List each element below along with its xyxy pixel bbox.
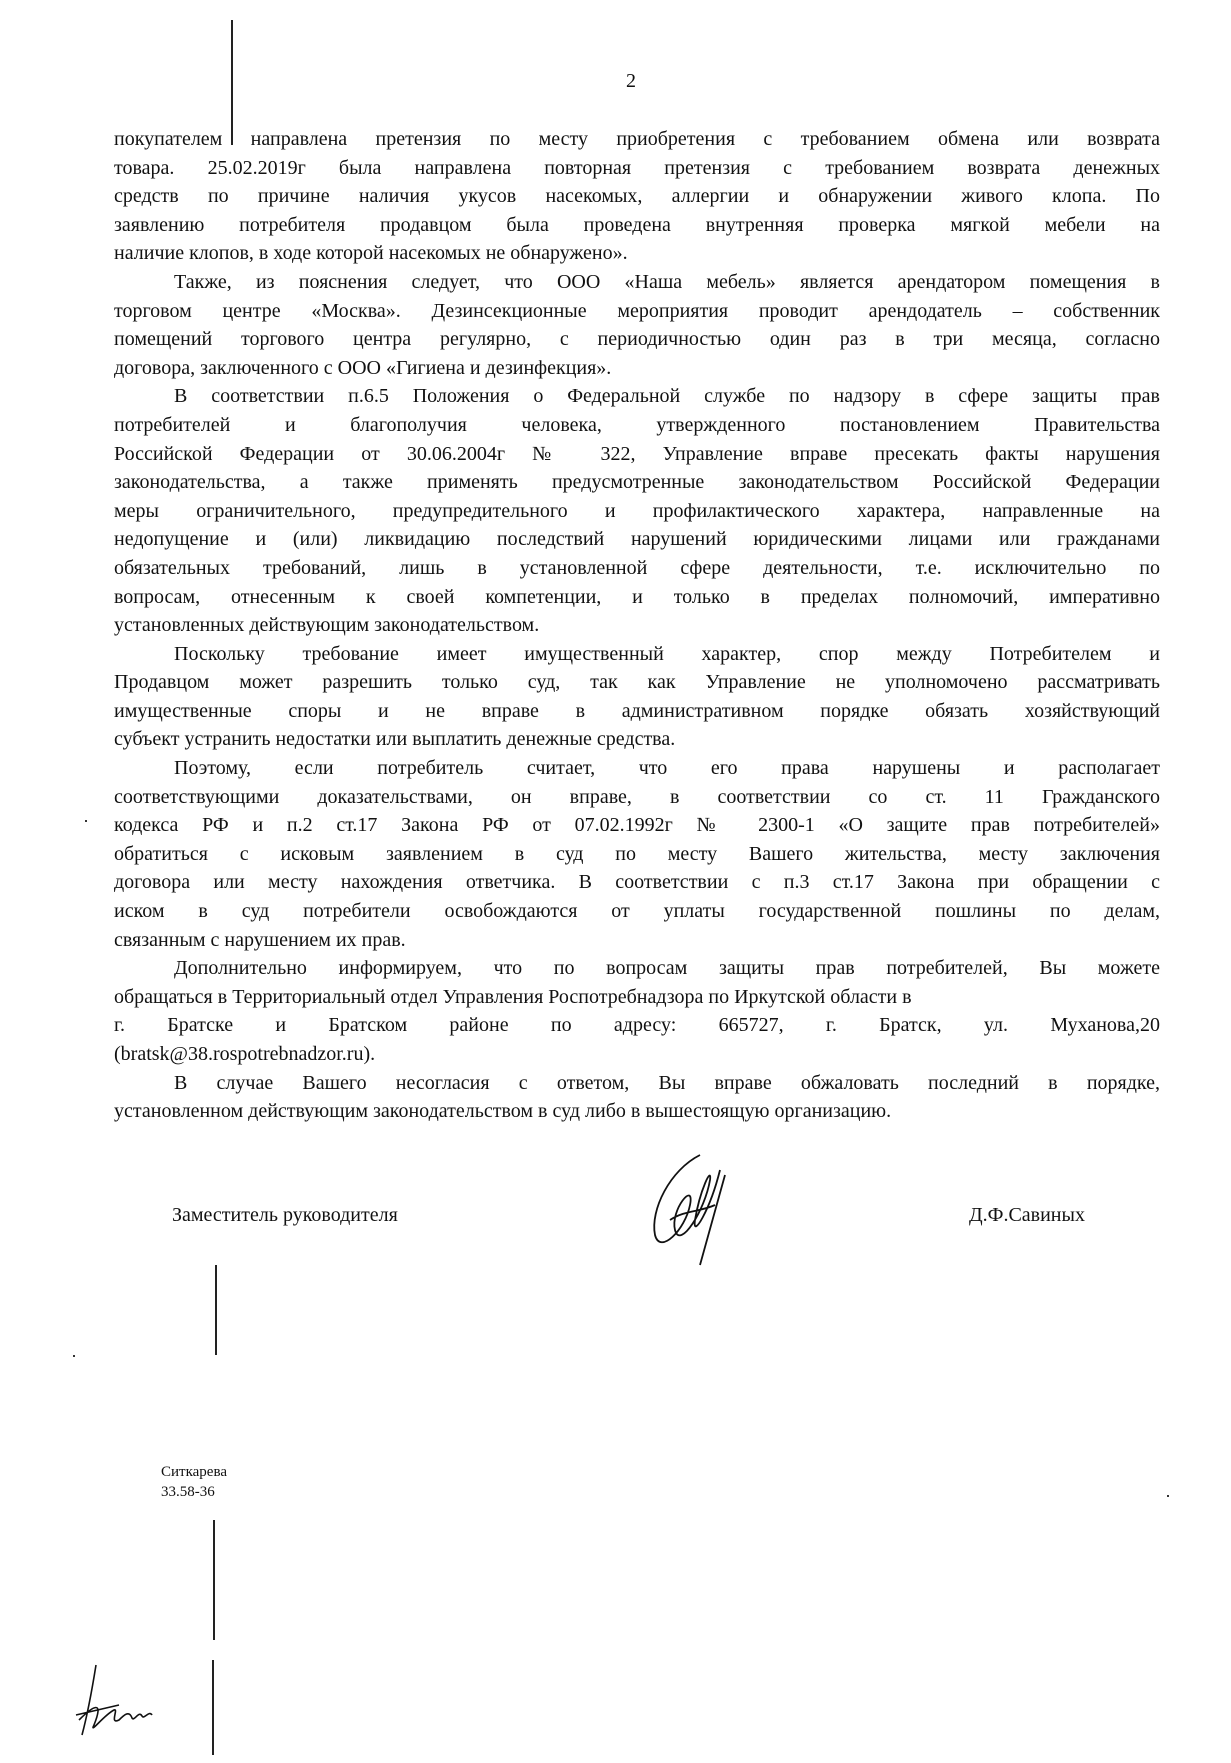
signature-icon [630,1150,740,1270]
text-line: Российской Федерации от 30.06.2004г № 322, Управление вправе пресекать факты нарушения [114,442,1160,465]
text-line: обращаться в Территориальный отдел Управления Роспотребнадзора по Иркутской области в [114,985,912,1008]
text-line: обязательных требований, лишь в установленной сфере деятельности, т.е. исключительно по [114,556,1160,579]
text-line: вопросам, отнесенным к своей компетенции, и только в пределах полномочий, императивно [114,585,1160,608]
text-line: установленном действующим законодательством в суд либо в вышестоящую организацию. [114,1100,892,1123]
executor-name: Ситкарева [161,1464,228,1480]
text-line: Продавцом может разрешить только суд, так как Управление не уполномочено рассматривать [114,671,1160,694]
text-line: (bratsk@38.rospotrebnadzor.ru). [114,1043,376,1065]
text-line: потребителей и благополучия человека, утвержденного постановлением Правительства [114,413,1160,436]
text-line: договора или месту нахождения ответчика. В соответствии с п.3 ст.17 Закона при обращении с [114,871,1160,894]
scan-speck [85,820,87,822]
text-line: Поскольку требование имеет имущественный характер, спор между Потребителем и [174,642,1160,665]
paragraph [114,640,1160,754]
signatory-name: Д.Ф.Савиных [969,1204,1085,1226]
paragraph [114,268,1160,382]
text-line: В соответствии п.6.5 Положения о Федеральной службе по надзору в сфере защиты прав [174,385,1160,408]
scan-speck [1167,1495,1169,1497]
paragraph [114,754,1160,954]
text-line: недопущение и (или) ликвидацию последствий нарушений юридическими лицами или гражданами [114,528,1160,551]
text-line: соответствующими доказательствами, он вправе, в соответствии со ст. 11 Гражданского [114,785,1160,808]
scan-line [215,1265,217,1355]
text-line: имущественные споры и не вправе в административном порядке обязать хозяйствующий [114,699,1160,722]
signatory-position: Заместитель руководителя [172,1204,398,1226]
text-line: Дополнительно информируем, что по вопросам защиты прав потребителей, Вы можете [174,957,1160,980]
letter-body [114,125,1160,1126]
text-line: обратиться с исковым заявлением в суд по месту Вашего жительства, месту заключения [114,842,1160,865]
paragraph [114,1069,1160,1126]
text-line: договора, заключенного с ООО «Гигиена и дезинфекция». [114,356,612,379]
text-line: Также, из пояснения следует, что ООО «Наша мебель» является арендатором помещения в [174,270,1160,293]
text-line: иском в суд потребители освобождаются от уплаты государственной пошлины по делам, [114,900,1160,923]
text-line: средств по причине наличия укусов насекомых, аллергии и обнаружении живого клопа. По [114,185,1160,208]
text-line: г. Братске и Братском районе по адресу: 665727, г. Братск, ул. Муханова,20 [114,1014,1160,1037]
text-line: покупателем направлена претензия по месту приобретения с требованием обмена или возврата [114,128,1160,150]
text-line: помещений торгового центра регулярно, с периодичностью один раз в три месяца, согласно [114,328,1160,351]
scan-speck [73,1355,75,1357]
scan-line [212,1660,214,1755]
text-line: В случае Вашего несогласия с ответом, Вы вправе обжаловать последний в порядке, [174,1071,1160,1094]
paragraph [114,382,1160,639]
text-line: меры ограничительного, предупредительного и профилактического характера, направленные на [114,499,1160,522]
text-line: наличие клопов, в ходе которой насекомых не обнаружено». [114,242,628,265]
page-number: 2 [626,70,636,92]
text-line: связанным с нарушением их прав. [114,928,406,951]
text-line: законодательства, а также применять предусмотренные законодательством Российской Федерации [114,471,1160,494]
executor-phone: 33.58-36 [161,1484,215,1500]
text-line: товара. 25.02.2019г была направлена повторная претензия с требованием возврата денежных [114,156,1160,179]
text-line: заявлению потребителя продавцом была проведена внутренняя проверка мягкой мебели на [114,213,1160,236]
text-line: установленных действующим законодательством. [114,614,540,637]
paragraph [114,954,1160,1068]
text-line: субъект устранить недостатки или выплатить денежные средства. [114,728,676,751]
initials-signature-icon [74,1660,194,1740]
paragraph [114,125,1160,268]
text-line: торговом центре «Москва». Дезинсекционные мероприятия проводит арендодатель – собственник [114,299,1160,322]
text-line: кодекса РФ и п.2 ст.17 Закона РФ от 07.02.1992г № 2300-1 «О защите прав потребителей» [114,814,1160,837]
text-line: Поэтому, если потребитель считает, что его права нарушены и располагает [174,757,1160,780]
scan-line [213,1520,215,1640]
